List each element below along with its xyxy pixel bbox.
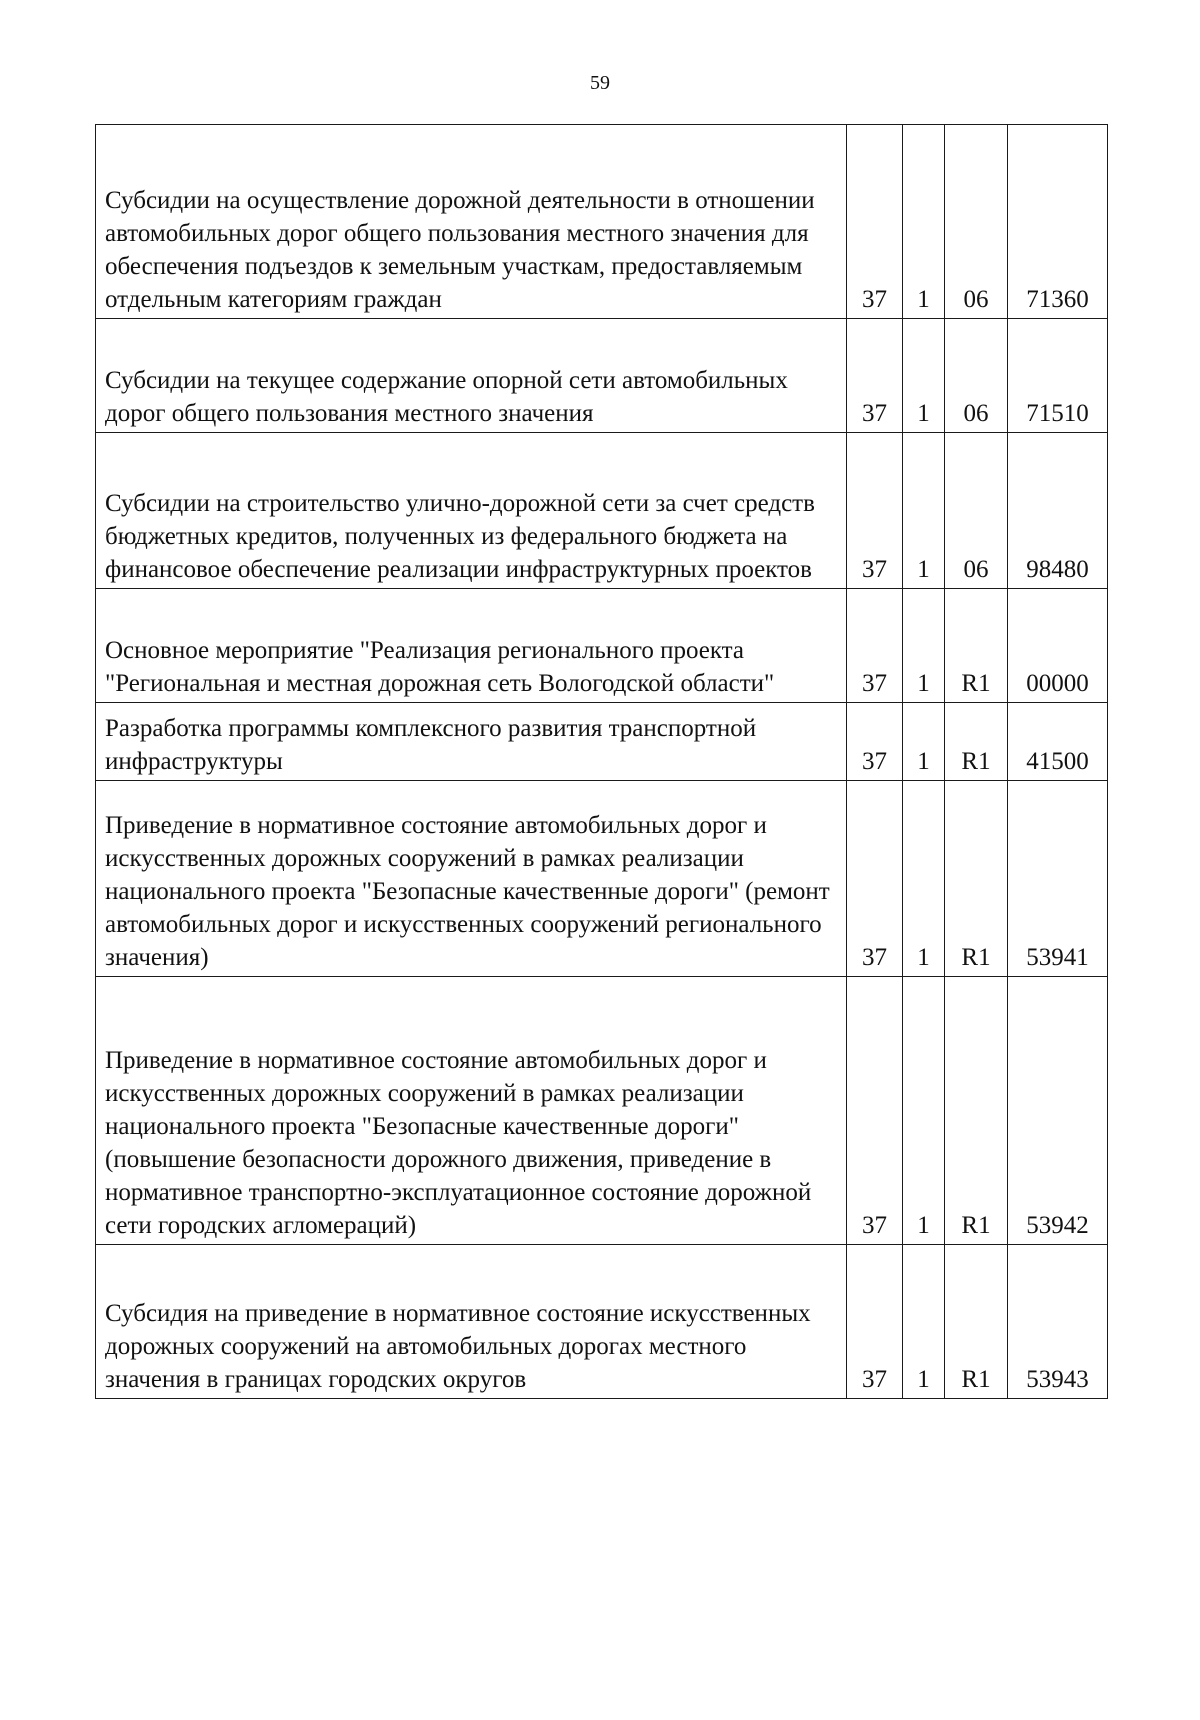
table-row (96, 977, 1108, 1245)
budget-classification-table (95, 124, 1108, 1399)
table-row (96, 1245, 1108, 1399)
table-row (96, 781, 1108, 977)
code-admin-cell: 37 (847, 703, 903, 781)
code-event-cell: 06 (945, 125, 1008, 319)
code-admin-cell: 37 (847, 1245, 903, 1399)
row-description: Субсидии на осуществление дорожной деятельности в отношении автомобильных дорог общего пользования местного значения для обеспечения подъездов к земельным участкам, предоставляемым отдельным категориям граждан (96, 125, 847, 319)
code-type-cell: 1 (903, 977, 945, 1245)
code-admin-cell: 37 (847, 589, 903, 703)
row-description: Основное мероприятие "Реализация регионального проекта "Региональная и местная дорожная сеть Вологодской области" (96, 589, 847, 703)
code-type-cell: 1 (903, 433, 945, 589)
code-admin-cell: 37 (847, 125, 903, 319)
code-direction-cell: 41500 (1008, 703, 1108, 781)
row-description: Субсидия на приведение в нормативное состояние искусственных дорожных сооружений на автомобильных дорогах местного значения в границах городских округов (96, 1245, 847, 1399)
code-direction-cell: 00000 (1008, 589, 1108, 703)
code-admin-cell: 37 (847, 319, 903, 433)
code-type-cell: 1 (903, 319, 945, 433)
row-description: Субсидии на текущее содержание опорной сети автомобильных дорог общего пользования местного значения (96, 319, 847, 433)
row-description: Разработка программы комплексного развития транспортной инфраструктуры (96, 703, 847, 781)
code-event-cell: 06 (945, 433, 1008, 589)
code-event-cell: R1 (945, 977, 1008, 1245)
code-type-cell: 1 (903, 781, 945, 977)
code-direction-cell: 71510 (1008, 319, 1108, 433)
code-event-cell: R1 (945, 589, 1008, 703)
row-description: Приведение в нормативное состояние автомобильных дорог и искусственных дорожных сооружений в рамках реализации национального проекта "Безопасные качественные дороги" (ремонт автомобильных дорог и искусственных сооружений регионального значения) (96, 781, 847, 977)
page-number: 59 (590, 72, 610, 94)
table-row (96, 319, 1108, 433)
row-description: Субсидии на строительство улично-дорожной сети за счет средств бюджетных кредитов, полученных из федерального бюджета на финансовое обеспечение реализации инфраструктурных проектов (96, 433, 847, 589)
code-type-cell: 1 (903, 703, 945, 781)
code-event-cell: 06 (945, 319, 1008, 433)
code-event-cell: R1 (945, 1245, 1008, 1399)
code-direction-cell: 71360 (1008, 125, 1108, 319)
code-event-cell: R1 (945, 703, 1008, 781)
code-direction-cell: 53941 (1008, 781, 1108, 977)
code-direction-cell: 53943 (1008, 1245, 1108, 1399)
code-type-cell: 1 (903, 1245, 945, 1399)
table-row (96, 703, 1108, 781)
code-admin-cell: 37 (847, 781, 903, 977)
code-admin-cell: 37 (847, 433, 903, 589)
code-type-cell: 1 (903, 589, 945, 703)
code-admin-cell: 37 (847, 977, 903, 1245)
code-type-cell: 1 (903, 125, 945, 319)
code-direction-cell: 53942 (1008, 977, 1108, 1245)
table-row (96, 589, 1108, 703)
table-row (96, 125, 1108, 319)
code-event-cell: R1 (945, 781, 1008, 977)
code-direction-cell: 98480 (1008, 433, 1108, 589)
table-row (96, 433, 1108, 589)
row-description: Приведение в нормативное состояние автомобильных дорог и искусственных дорожных сооружений в рамках реализации национального проекта "Безопасные качественные дороги" (повышение безопасности дорожного движения, приведение в нормативное транспортно-эксплуатационное состояние дорожной сети городских агломераций) (96, 977, 847, 1245)
